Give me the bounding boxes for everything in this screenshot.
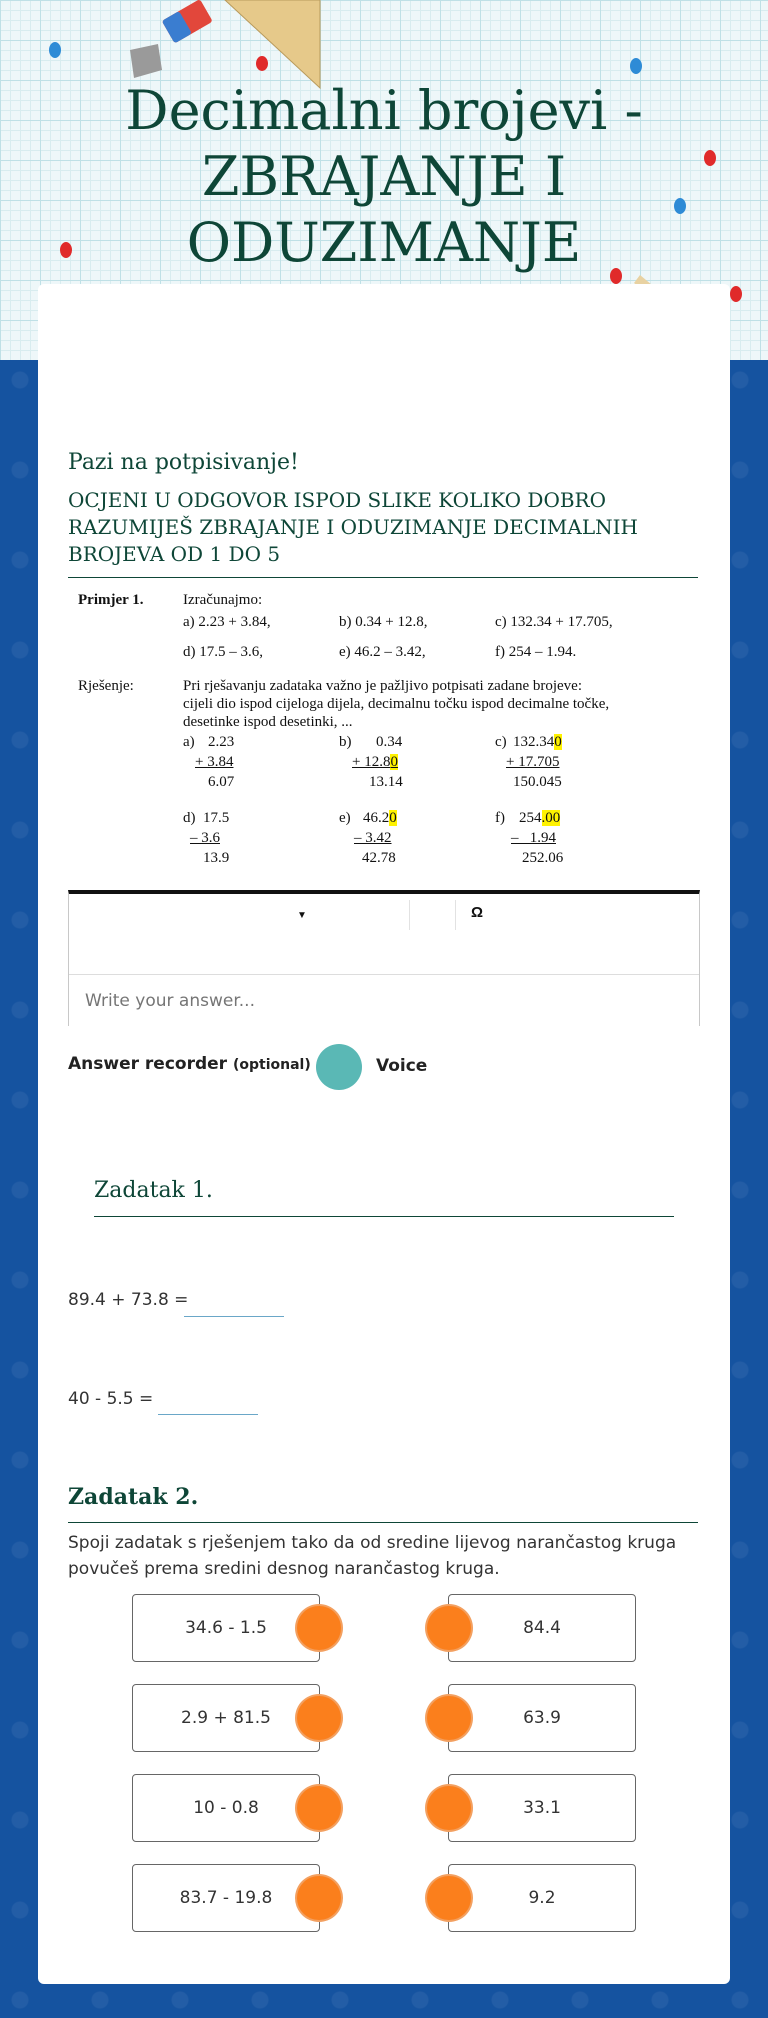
confetti-dot: [630, 58, 642, 74]
work-line: [513, 734, 562, 751]
title-line: Decimalni brojevi -: [125, 79, 643, 142]
work-digits: 132.34: [513, 734, 555, 750]
task1-equation: 89.4 + 73.8 =: [68, 1290, 189, 1310]
caret-down-icon: ▼: [297, 910, 307, 921]
work-line: – 3.6: [190, 830, 220, 846]
section-divider: [68, 577, 698, 578]
match-left-handle[interactable]: [297, 1876, 341, 1920]
work-line: – 1.94: [511, 830, 556, 846]
work-result: 252.06: [522, 850, 564, 866]
solution-text: Pri rješavanju zadataka važno je pažljivo potpisati zadane brojeve:: [183, 678, 583, 694]
recorder-optional: (optional): [232, 1057, 311, 1073]
toolbar-separator: [455, 900, 456, 930]
special-character-icon[interactable]: Ω: [471, 904, 484, 921]
section-divider: [94, 1216, 674, 1217]
format-dropdown[interactable]: [223, 904, 443, 930]
match-left-handle[interactable]: [297, 1786, 341, 1830]
work-letter: f): [495, 810, 505, 826]
voice-label: Voice: [376, 1056, 428, 1076]
work-result: 42.78: [362, 850, 396, 866]
solution-text: cijeli dio ispod cijeloga dijela, decimalnu točku ispod decimalne točke,: [183, 696, 610, 712]
match-right-handle[interactable]: [427, 1696, 471, 1740]
padded-zeros: .00: [541, 810, 561, 826]
title-line: ZBRAJANJE I: [201, 145, 567, 208]
work-result: 150.045: [513, 774, 562, 790]
task1-answer-blank[interactable]: [184, 1316, 284, 1317]
intro-subheading: [68, 487, 638, 568]
match-left-item[interactable]: 10 - 0.8: [132, 1774, 320, 1842]
match-right-handle[interactable]: [427, 1606, 471, 1650]
page-title: [0, 78, 768, 276]
example-intro: Izračunajmo:: [183, 592, 263, 608]
task1-equation: 40 - 5.5 =: [68, 1389, 154, 1409]
work-line: + 17.705: [506, 754, 560, 770]
match-right-item[interactable]: 33.1: [448, 1774, 636, 1842]
answer-editor: [68, 890, 700, 1026]
example-image: [78, 590, 698, 875]
confetti-dot: [49, 42, 61, 58]
padded-zero: 0: [554, 734, 562, 750]
match-right-item[interactable]: 9.2: [448, 1864, 636, 1932]
work-line: [363, 810, 397, 827]
match-left-handle[interactable]: [297, 1606, 341, 1650]
task1-answer-blank[interactable]: [158, 1414, 258, 1415]
editor-toolbar: [69, 894, 699, 975]
confetti-dot: [256, 56, 268, 71]
work-line: 17.5: [203, 810, 230, 826]
example-task: d) 17.5 – 3.6,: [183, 644, 263, 660]
toolbar-separator: [409, 900, 410, 930]
recorder-label: Answer recorder: [68, 1054, 228, 1074]
confetti-dot: [730, 286, 742, 302]
work-result: 6.07: [208, 774, 235, 790]
record-button[interactable]: [316, 1044, 362, 1090]
example-task: f) 254 – 1.94.: [495, 644, 577, 660]
answer-recorder-label: [68, 1054, 324, 1074]
work-line: + 3.84: [195, 754, 234, 770]
match-left-item[interactable]: 34.6 - 1.5: [132, 1594, 320, 1662]
padded-zero: 0: [389, 810, 397, 826]
work-letter: e): [339, 810, 351, 826]
work-line: – 3.42: [354, 830, 392, 846]
intro-heading: Pazi na potpisivanje!: [68, 450, 299, 475]
task2-instructions: Spoji zadatak s rješenjem tako da od sredine lijevog narančastog kruga povučeš prema sredini desnog narančastog kruga.: [68, 1533, 677, 1579]
title-line: ODUZIMANJE: [186, 211, 582, 274]
solution-label: Rješenje:: [78, 678, 134, 694]
match-right-handle[interactable]: [427, 1786, 471, 1830]
match-left-item[interactable]: 2.9 + 81.5: [132, 1684, 320, 1752]
work-letter: c): [495, 734, 507, 750]
match-right-item[interactable]: 84.4: [448, 1594, 636, 1662]
work-letter: b): [339, 734, 352, 750]
work-digits: 46.2: [363, 810, 390, 826]
work-letter: d): [183, 810, 196, 826]
work-digits: 254: [519, 810, 542, 826]
task1-heading: Zadatak 1.: [94, 1178, 213, 1203]
work-line: 0.34: [376, 734, 403, 750]
task2-heading: Zadatak 2.: [68, 1484, 199, 1510]
example-task: e) 46.2 – 3.42,: [339, 644, 426, 660]
example-task: c) 132.34 + 17.705,: [495, 614, 613, 630]
work-line: [519, 810, 560, 827]
work-letter: a): [183, 734, 195, 750]
example-task: b) 0.34 + 12.8,: [339, 614, 428, 630]
match-right-handle[interactable]: [427, 1876, 471, 1920]
work-line: [352, 754, 398, 771]
work-result: 13.9: [203, 850, 230, 866]
answer-input[interactable]: [69, 976, 699, 1026]
example-task: a) 2.23 + 3.84,: [183, 614, 271, 630]
match-right-item[interactable]: 63.9: [448, 1684, 636, 1752]
padded-zero: 0: [390, 754, 398, 770]
subheading-line: RAZUMIJEŠ ZBRAJANJE I ODUZIMANJE DECIMALNIH: [68, 515, 638, 539]
work-digits: + 12.8: [352, 754, 391, 770]
subheading-line: OCJENI U ODGOVOR ISPOD SLIKE KOLIKO DOBRO: [68, 488, 606, 512]
solution-text: desetinke ispod desetinki, ...: [183, 714, 353, 730]
work-line: 2.23: [208, 734, 235, 750]
example-label: Primjer 1.: [78, 592, 144, 608]
match-left-handle[interactable]: [297, 1696, 341, 1740]
subheading-line: BROJEVA OD 1 DO 5: [68, 542, 281, 566]
section-divider: [68, 1522, 698, 1523]
match-left-item[interactable]: 83.7 - 19.8: [132, 1864, 320, 1932]
work-result: 13.14: [369, 774, 403, 790]
